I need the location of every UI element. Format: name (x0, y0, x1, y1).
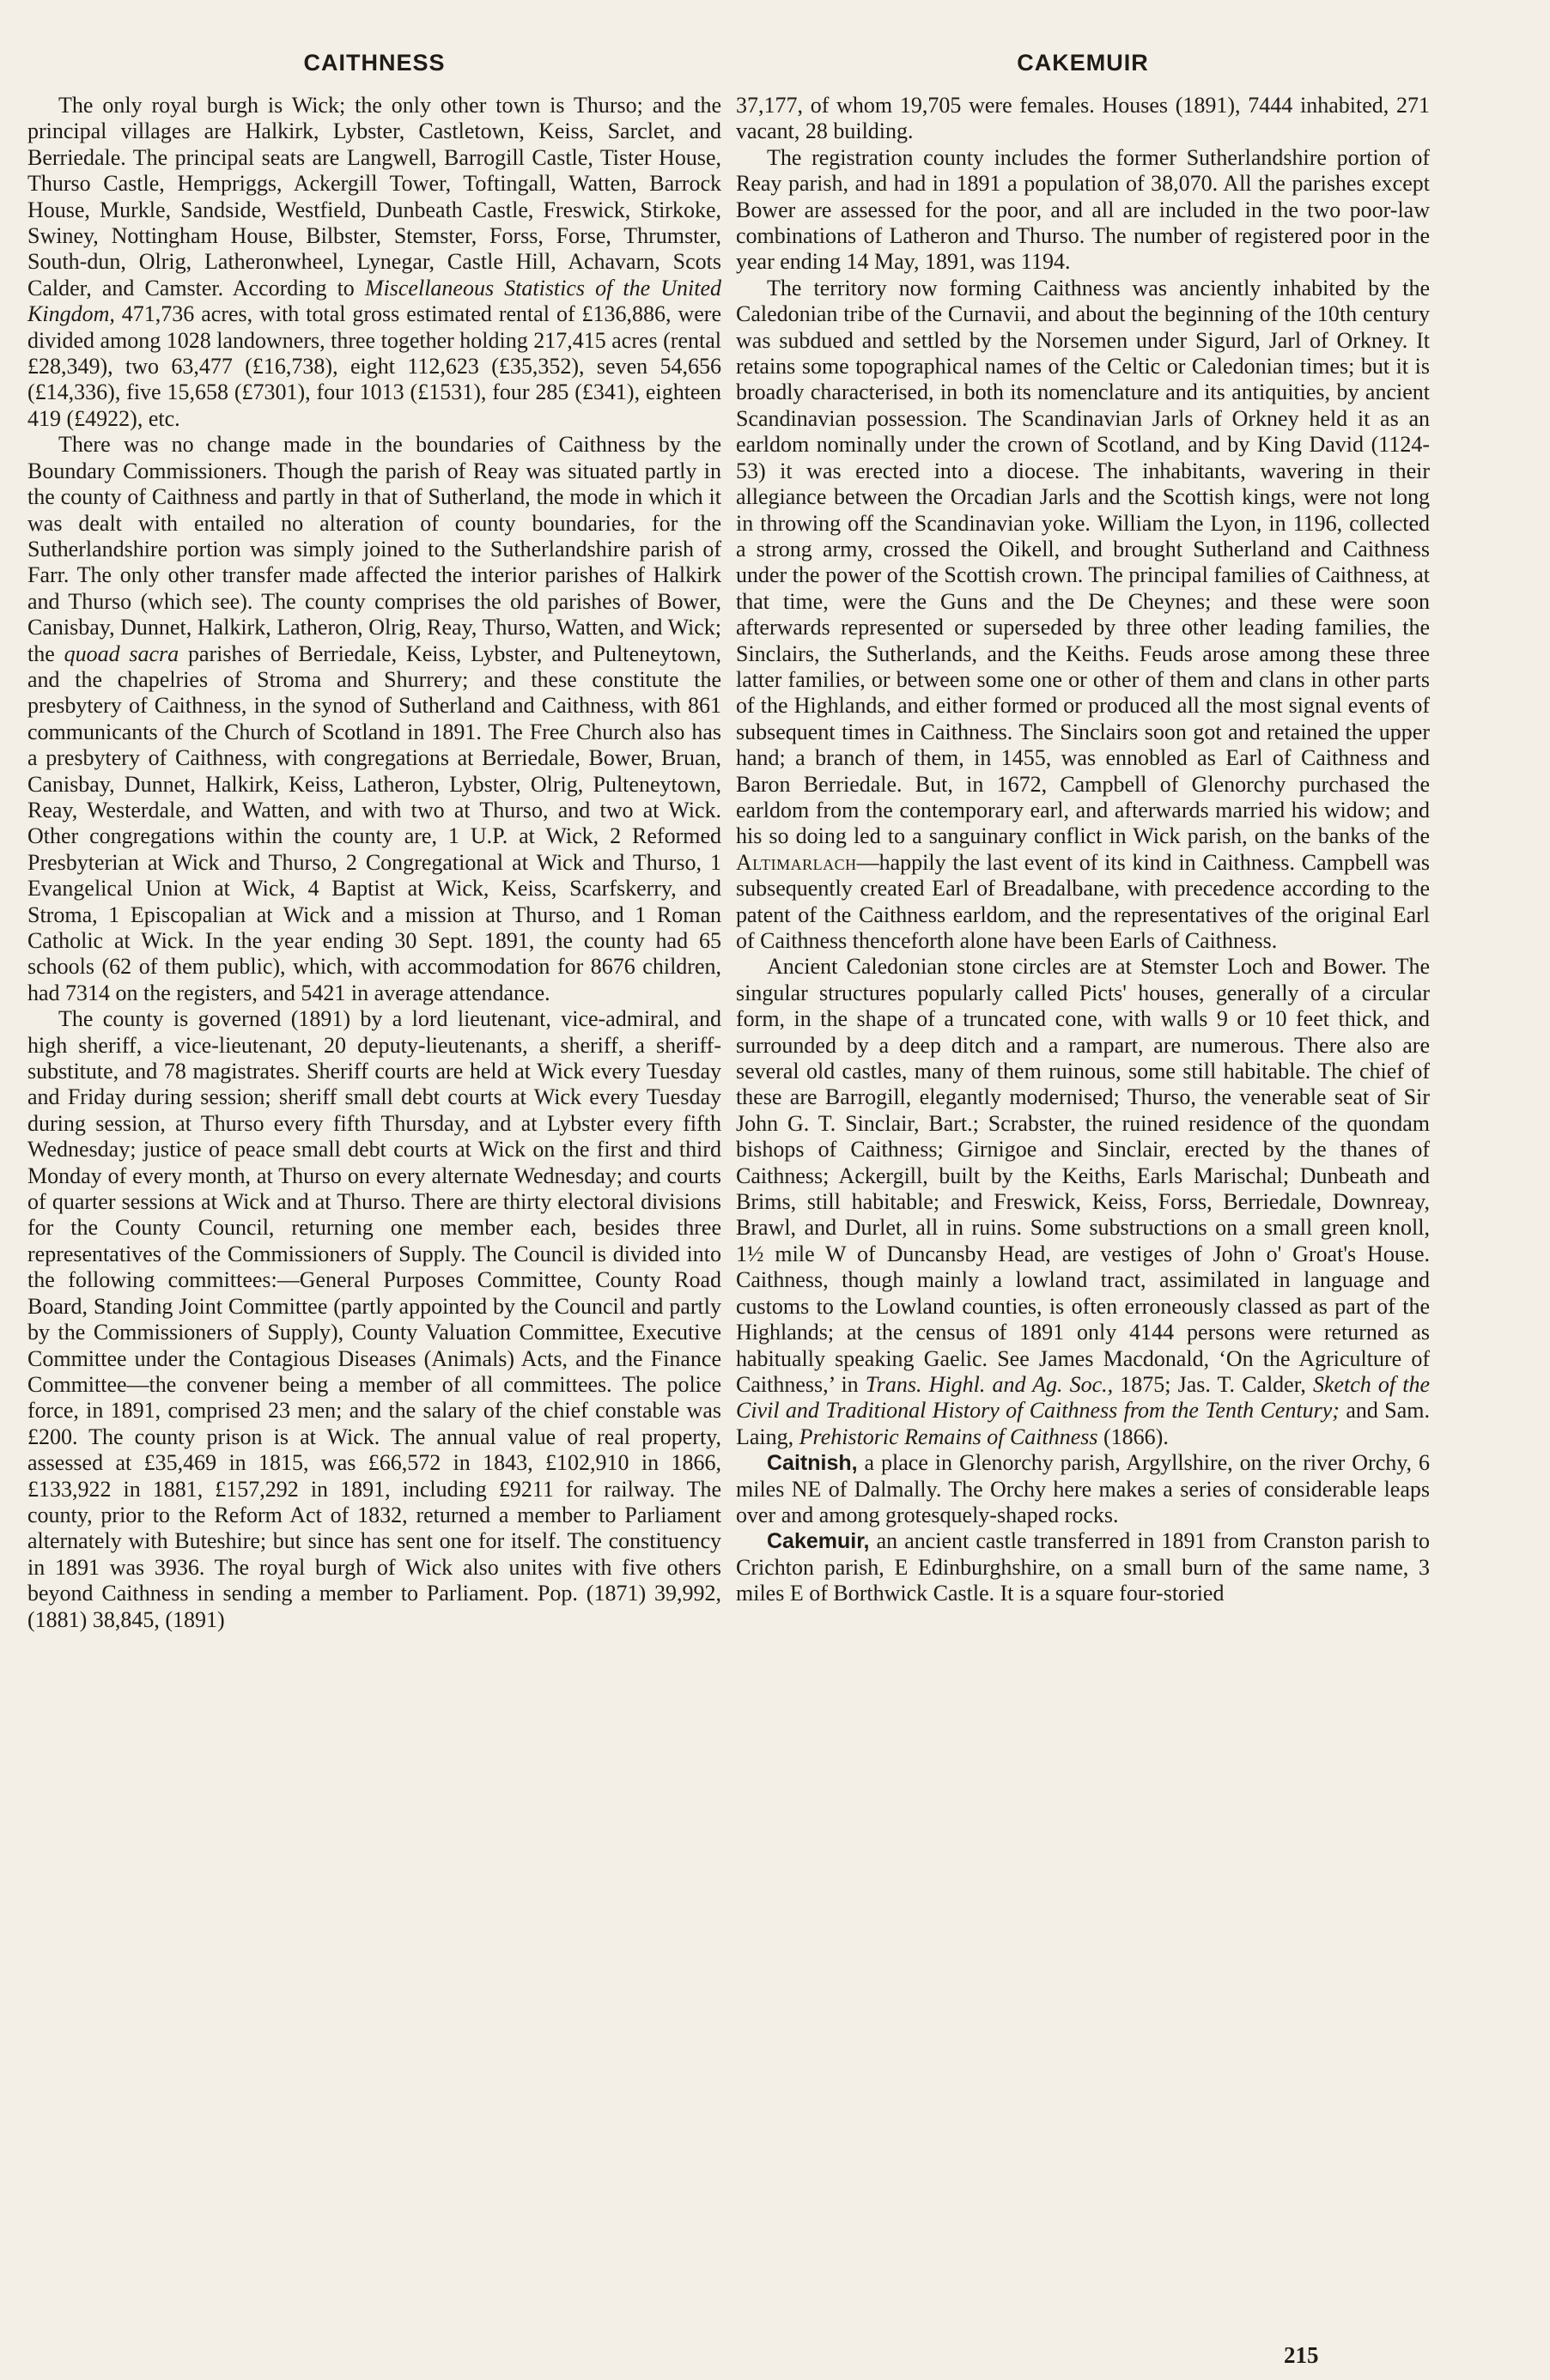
paragraph-history: The territory now forming Caithness was anciently inhabited by the Caledonian tribe of the Curnavii, and about the beginning of the 10th century was subdued and settled by the Norsemen under Sigurd, Jarl of Orkney. It retains some topographical names of the Celtic or Caledonian times; but it is broadly characterised, in both its nomenclature and its antiquities, by ancient Scandinavian possession. The Scandinavian Jarls of Orkney held it as an earldom nominally under the crown of Scotland, and by King David (1124-53) it was erected into a diocese. The inhabitants, wavering in their allegiance between the Orcadian Jarls and the Scottish kings, were not long in throwing off the Scandinavian yoke. William the Lyon, in 1196, collected a strong army, crossed the Oikell, and brought Sutherland and Caithness under the power of the Scottish crown. The principal families of Caithness, at that time, were the Guns and the De Cheynes; and these were soon afterwards represented or superseded by three other leading families, the Sinclairs, the Sutherlands, and the Keiths. Feuds arose among these three latter families, or between some one or other of them and clans in other parts of the Highlands, and either formed or produced all the most signal events of subsequent times in Caithness. The Sinclairs soon got and retained the upper hand; a branch of them, in 1455, was ennobled as Earl of Caithness and Baron Berriedale. But, in 1672, Campbell of Glenorchy purchased the earldom from the contemporary earl, and afterwards married his widow; and his so doing led to a sanguinary conflict in Wick parish, on the banks of the Altimarlach—happily the last event of its kind in Caithness. Campbell was subsequently created Earl of Breadalbane, with precedence according to the patent of the Caithness earldom, and the representatives of the original Earl of Caithness thenceforth alone have been Earls of Caithness. (736, 275, 1430, 953)
paragraph-registration: The registration county includes the former Sutherlandshire portion of Reay parish, and had in 1891 a population of 38,070. All the parishes except Bower are assessed for the poor, and all are included in the two poor-law combinations of Latheron and Thurso. The number of registered poor in the year ending 14 May, 1891, was 1194. (736, 144, 1430, 275)
entry-caitnish: Caitnish, a place in Glenorchy parish, Argyllshire, on the river Orchy, 6 miles NE of Dalmally. The Orchy here makes a series of considerable leaps over and among grotesquely-shaped rocks. (736, 1450, 1430, 1527)
paragraph-government: The county is governed (1891) by a lord lieutenant, vice-admiral, and high sheriff, a vice-lieutenant, 20 deputy-lieutenants, a sheriff, a sheriff-substitute, and 78 magistrates. Sheriff courts are held at Wick every Tuesday and Friday during session; sheriff small debt courts at Wick every Tuesday during session, at Thurso every fifth Thursday, and at Lybster every fifth Wednesday; justice of peace small debt courts at Wick on the first and third Monday of every month, at Thurso on every alternate Wednesday; and courts of quarter sessions at Wick and at Thurso. There are thirty electoral divisions for the County Council, returning one member each, besides three representatives of the Commissioners of Supply. The Council is divided into the following committees:—General Purposes Committee, County Road Board, Standing Joint Committee (partly appointed by the Council and partly by the Commissioners of Supply), County Valuation Committee, Executive Committee under the Contagious Diseases (Animals) Acts, and the Finance Committee—the convener being a member of all committees. The police force, in 1891, comprised 23 men; and the salary of the chief constable was £200. The county prison is at Wick. The annual value of real property, assessed at £35,469 in 1815, was £66,572 in 1843, £102,910 in 1866, £133,922 in 1881, £157,292 in 1891, including £9211 for railway. The county, prior to the Reform Act of 1832, returned a member to Parliament alternately with Buteshire; but since has sent one for itself. The constituency in 1891 was 3936. The royal burgh of Wick also unites with five others beyond Caithness in sending a member to Parliament. Pop. (1871) 39,992, (1881) 38,845, (1891) (27, 1006, 721, 1632)
running-head-left: CAITHNESS (303, 50, 446, 76)
entry-term-cakemuir: Cakemuir, (767, 1529, 870, 1554)
paragraph-antiquities: Ancient Caledonian stone circles are at Stemster Loch and Bower. The singular structures popularly called Picts' houses, generally of a circular form, in the shape of a truncated cone, with walls 9 or 10 feet thick, and surrounded by a deep ditch and a rampart, are numerous. There also are several old castles, many of them ruinous, some still habitable. The chief of these are Barrogill, elegantly modernised; Thurso, the venerable seat of Sir John G. T. Sinclair, Bart.; Scrabster, the ruined residence of the quondam bishops of Caithness; Girnigoe and Sinclair, erected by the thanes of Caithness; Ackergill, built by the Keiths, Earls Marischal; Dunbeath and Brims, still habitable; and Freswick, Keiss, Forss, Berriedale, Downreay, Brawl, and Durlet, all in ruins. Some substructions on a small green knoll, 1½ mile W of Duncansby Head, are vestiges of John o' Groat's House. Caithness, though mainly a lowland tract, assimilated in language and customs to the Lowland counties, is often erroneously classed as part of the Highlands; at the census of 1891 only 4144 persons were returned as habitually speaking Gaelic. See James Macdonald, ‘On the Agriculture of Caithness,’ in Trans. Highl. and Ag. Soc., 1875; Jas. T. Calder, Sketch of the Civil and Traditional History of Caithness from the Tenth Century; and Sam. Laing, Prehistoric Remains of Caithness (1866). (736, 954, 1431, 1449)
paragraph-population-seats: The only royal burgh is Wick; the only other town is Thurso; and the principal villages are Halkirk, Lybster, Castletown, Keiss, Sarclet, and Berriedale. The principal seats are Langwell, Barrogill Castle, Tister House, Thurso Castle, Hempriggs, Ackergill Tower, Toftingall, Watten, Barrock House, Murkle, Sandside, Westfield, Dunbeath Castle, Freswick, Stirkoke, Swiney, Nottingham House, Bilbster, Stemster, Forss, Forse, Thrumster, South-dun, Olrig, Latheronwheel, Lynegar, Castle Hill, Achavarn, Scots Calder, and Camster. According to Miscellaneous Statistics of the United Kingdom, 471,736 acres, with total gross estimated rental of £136,886, were divided among 1028 landowners, three together holding 217,415 acres (rental £28,349), two 63,477 (£16,738), eight 112,623 (£35,352), seven 54,656 (£14,336), five 15,658 (£7301), four 1013 (£1531), four 285 (£341), eighteen 419 (£4922), etc. (27, 93, 722, 431)
paragraph-boundaries-churches: There was no change made in the boundaries of Caithness by the Boundary Commissioners. Though the parish of Reay was situated partly in the county of Caithness and partly in that of Sutherland, the mode in which it was dealt with entailed no alteration of county boundaries, for the Sutherlandshire portion was simply joined to the Sutherlandshire parish of Farr. The only other transfer made affected the interior parishes of Halkirk and Thurso (which see). The county comprises the old parishes of Bower, Canisbay, Dunnet, Halkirk, Latheron, Olrig, Reay, Thurso, Watten, and Wick; the quoad sacra parishes of Berriedale, Keiss, Lybster, and Pulteneytown, and the chapelries of Stroma and Shurrery; and these constitute the presbytery of Caithness, in the synod of Sutherland and Caithness, with 861 communicants of the Church of Scotland in 1891. The Free Church also has a presbytery of Caithness, with congregations at Berriedale, Bower, Bruan, Canisbay, Dunnet, Halkirk, Keiss, Latheron, Lybster, Olrig, Pulteneytown, Reay, Westerdale, and Watten, and with two at Thurso, and two at Wick. Other congregations within the county are, 1 U.P. at Wick, 2 Reformed Presbyterian at Wick and Thurso, 2 Congregational at Wick and Thurso, 1 Evangelical Union at Wick, 4 Baptist at Wick, Keiss, Scarfskerry, and Stroma, 1 Episcopalian at Wick and a mission at Thurso, and 1 Roman Catholic at Wick. In the year ending 30 Sept. 1891, the county had 65 schools (62 of them public), which, with accommodation for 8676 children, had 7314 on the registers, and 5421 in average attendance. (27, 432, 722, 1005)
page-number: 215 (1284, 2342, 1319, 2368)
running-head-right: CAKEMUIR (1017, 50, 1149, 76)
paragraph-population-continued: 37,177, of whom 19,705 were females. Houses (1891), 7444 inhabited, 271 vacant, 28 building. (736, 93, 1430, 144)
entry-term-caitnish: Caitnish, (767, 1451, 858, 1476)
entry-cakemuir: Cakemuir, an ancient castle transferred in 1891 from Cranston parish to Crichton parish, E Edinburghshire, on a small burn of the same name, 3 miles E of Borthwick Castle. It is a square four-storied (736, 1528, 1431, 1606)
